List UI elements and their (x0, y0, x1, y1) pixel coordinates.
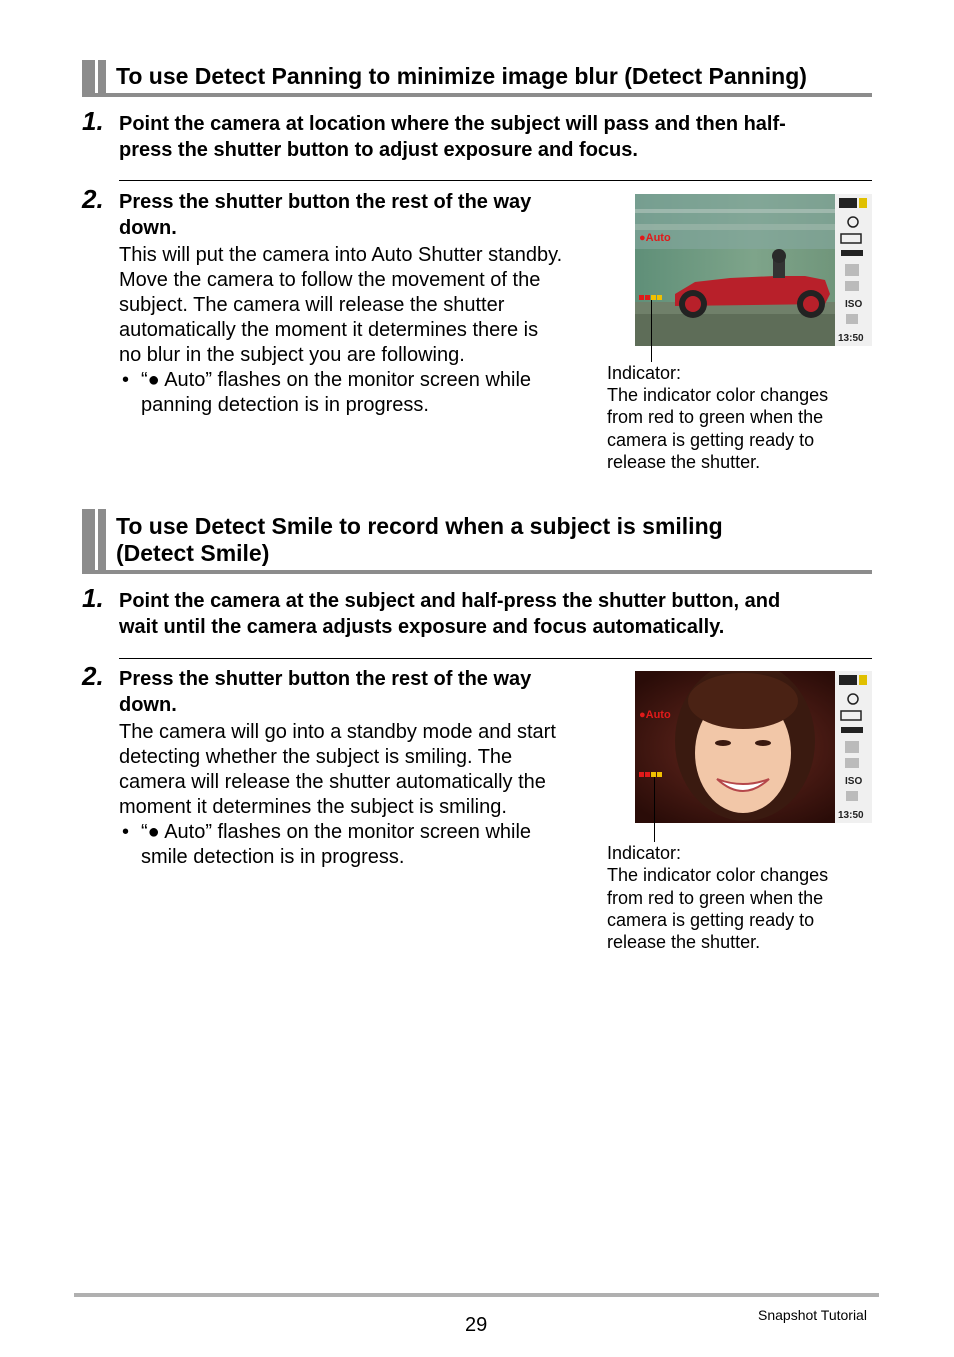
step-number: 1. (82, 106, 104, 136)
indicator-segment (657, 772, 662, 777)
step-2-body-line: moment it determines the subject is smiling. (119, 796, 507, 818)
caption-line: camera is getting ready to (607, 430, 815, 450)
section-title: To use Detect Panning to minimize image blur (Detect Panning) (116, 63, 807, 89)
bullet-icon: • (122, 369, 130, 391)
step-1-text-line-2: wait until the camera adjusts exposure and focus automatically. (119, 616, 725, 638)
auto-indicator-text: ●Auto (639, 232, 671, 244)
indicator-segment (639, 772, 644, 777)
step-1-text-line-2: press the shutter button to adjust exposure and focus. (119, 139, 638, 161)
time-label: 13:50 (838, 810, 864, 821)
step-divider (119, 180, 872, 181)
heading-bar-decoration (98, 60, 106, 95)
heading-underline (82, 570, 872, 574)
step-number: 2. (82, 184, 104, 214)
step-1-text-line-1: Point the camera at location where the subject will pass and then half- (119, 113, 786, 135)
heading-bar-decoration (98, 509, 106, 571)
page-number: 29 (465, 1314, 488, 1336)
heading-bar-decoration (82, 60, 95, 95)
step-2-body-line: The camera will go into a standby mode and start (119, 721, 556, 743)
bullet-text-line-1: “● Auto” flashes on the monitor screen while (141, 369, 532, 391)
step-2-body-line: camera will release the shutter automatically the (119, 771, 546, 793)
section-title-line-1: To use Detect Smile to record when a subject is smiling (116, 513, 723, 539)
step-number: 2. (82, 661, 104, 691)
panning-monitor-screenshot (635, 194, 872, 346)
step-2-body-line: Move the camera to follow the movement of the (119, 269, 541, 291)
caption-line: release the shutter. (607, 932, 761, 952)
indicator-leader-line (654, 777, 655, 842)
step-2-body-line: detecting whether the subject is smiling. The (119, 746, 513, 768)
bullet-text-line-1: “● Auto” flashes on the monitor screen while (141, 821, 532, 843)
section-heading-detect-smile (82, 509, 872, 575)
indicator-segment (657, 295, 662, 300)
step-2-body-line: subject. The camera will release the shutter (119, 294, 505, 316)
heading-bar-decoration (82, 509, 95, 571)
step-2-body-line: automatically the moment it determines there is (119, 319, 539, 341)
step-2-body-line: no blur in the subject you are following. (119, 344, 465, 366)
step-2-title-line-2: down. (119, 694, 177, 716)
caption-line: from red to green when the (607, 888, 824, 908)
step-divider (119, 658, 872, 659)
footer-section-label: Snapshot Tutorial (758, 1307, 867, 1323)
indicator-segment (639, 295, 644, 300)
bullet-text-line-2: panning detection is in progress. (141, 394, 429, 416)
auto-indicator-text: ●Auto (639, 709, 671, 721)
indicator-leader-line (651, 300, 652, 362)
smile-monitor-screenshot (635, 671, 872, 823)
step-2-title-line-1: Press the shutter button the rest of the way (119, 668, 532, 690)
step-2-title-line-2: down. (119, 217, 177, 239)
caption-line: The indicator color changes (607, 865, 829, 885)
bullet-text-line-2: smile detection is in progress. (141, 846, 405, 868)
caption-line: Indicator: (607, 843, 682, 863)
bullet-icon: • (122, 821, 130, 843)
caption-line: from red to green when the (607, 407, 824, 427)
caption-line: camera is getting ready to (607, 910, 815, 930)
indicator-segment (645, 772, 650, 777)
caption-line: Indicator: (607, 363, 682, 383)
section-title-line-2: (Detect Smile) (116, 540, 270, 566)
step-2-title-line-1: Press the shutter button the rest of the way (119, 191, 532, 213)
heading-underline (82, 93, 872, 97)
footer-rule (74, 1293, 879, 1297)
caption-line: The indicator color changes (607, 385, 829, 405)
section-heading-detect-panning (82, 60, 872, 98)
step-1-text-line-1: Point the camera at the subject and half-press the shutter button, and (119, 590, 781, 612)
iso-label: ISO (845, 299, 863, 310)
time-label: 13:50 (838, 333, 864, 344)
iso-label: ISO (845, 776, 863, 787)
step-number: 1. (82, 583, 104, 613)
indicator-segment (645, 295, 650, 300)
caption-line: release the shutter. (607, 452, 761, 472)
step-2-body-line: This will put the camera into Auto Shutter standby. (119, 244, 563, 266)
